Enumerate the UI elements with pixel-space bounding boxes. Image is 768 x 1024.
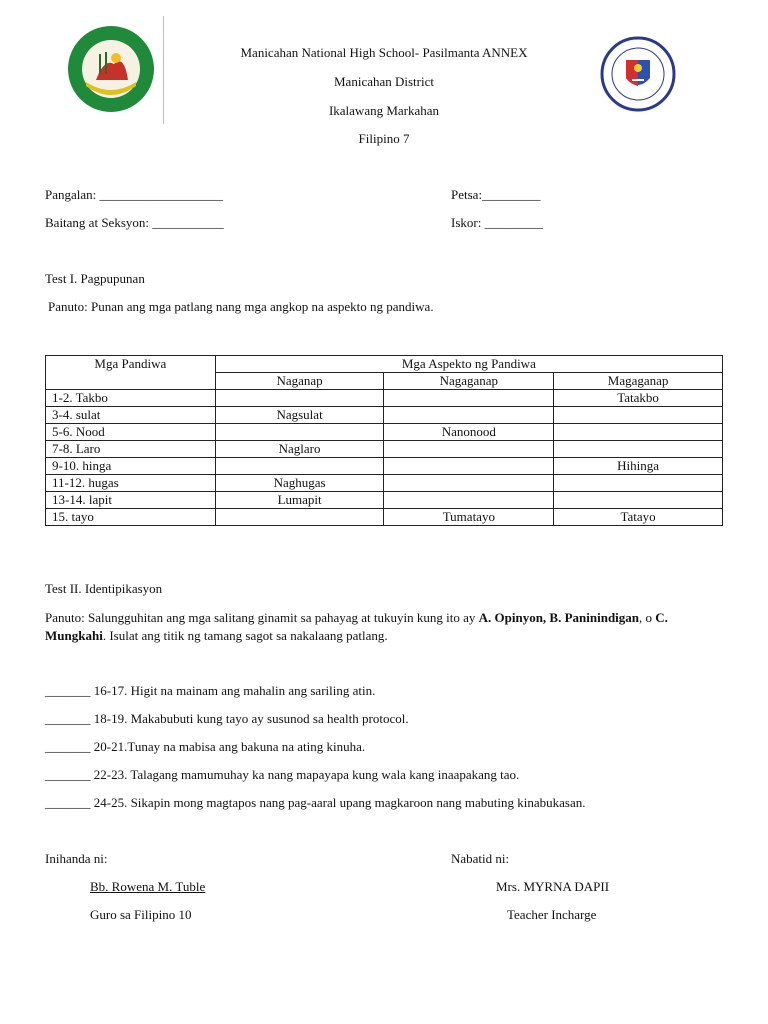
prepared-label: Inihanda ni: [45,851,108,866]
name-field[interactable]: Pangalan: ___________________ [45,187,224,202]
table-row [46,407,723,424]
id-item-5[interactable]: _______ 24-25. Sikapin mong magtapos nang pag-aaral upang magkaroon nang mabuting kinabukasan. [45,795,586,810]
nagaganap-cell[interactable] [384,390,554,407]
instruction-text: Panuto: Salungguhitan ang mga salitang ginamit sa pahayag at tukuyin kung ito ay [45,610,479,625]
school-name: Manicahan National High School- Pasilmanta ANNEX [240,45,528,60]
test2-instruction [45,609,725,645]
id-item-4[interactable]: _______ 22-23. Talagang mamumuhay ka nang mapayapa kung wala kang inaapakang tao. [45,767,520,782]
naganap-cell[interactable] [215,509,384,526]
verb-cell: 7-8. Laro [46,441,216,458]
table-row [46,492,723,509]
id-item-3[interactable]: _______ 20-21.Tunay na mabisa ang bakuna na ating kinuha. [45,739,366,754]
naganap-cell[interactable]: Lumapit [215,492,384,509]
options-ab: A. Opinyon, B. Paninindigan [478,610,640,625]
naganap-cell[interactable]: Naghugas [215,475,384,492]
magaganap-cell[interactable] [554,441,723,458]
magaganap-cell[interactable]: Hihinga [554,458,723,475]
instruction-end: . Isulat ang titik ng tamang sagot sa nakalaang patlang. [102,628,388,643]
prepared-name: Bb. Rowena M. Tuble [90,879,206,894]
table-header-row [46,356,723,373]
verb-cell: 11-12. hugas [46,475,216,492]
id-item-1[interactable]: _______ 16-17. Higit na mainam ang mahalin ang sariling atin. [45,683,376,698]
magaganap-cell[interactable] [554,424,723,441]
score-field[interactable]: Iskor: _________ [451,215,544,230]
option-c-word: Mungkahi [45,628,103,643]
table-row [46,390,723,407]
magaganap-cell[interactable] [554,407,723,424]
section-field[interactable]: Baitang at Seksyon: ___________ [45,215,224,230]
district-name: Manicahan District [334,74,434,89]
table-row [46,475,723,492]
verb-cell: 9-10. hinga [46,458,216,475]
subject-label: Filipino 7 [358,131,410,146]
school-logo [66,24,156,114]
naganap-cell[interactable] [215,424,384,441]
noted-name: Mrs. MYRNA DAPII [496,879,610,894]
verb-cell: 1-2. Takbo [46,390,216,407]
col-verb-header: Mga Pandiwa [46,356,216,390]
naganap-cell[interactable] [215,390,384,407]
nagaganap-cell[interactable] [384,441,554,458]
nagaganap-cell[interactable]: Tumatayo [384,509,554,526]
magaganap-cell[interactable]: Tatakbo [554,390,723,407]
magaganap-cell[interactable] [554,475,723,492]
table-row [46,424,723,441]
naganap-cell[interactable]: Nagsulat [215,407,384,424]
aspect-table [45,355,723,526]
instruction-or: , o [639,610,656,625]
quarter-label: Ikalawang Markahan [328,103,440,118]
test1-instruction: Panuto: Punan ang mga patlang nang mga angkop na aspekto ng pandiwa. [48,299,434,314]
table-row [46,458,723,475]
naganap-cell[interactable] [215,458,384,475]
verb-cell: 5-6. Nood [46,424,216,441]
nagaganap-cell[interactable] [384,458,554,475]
noted-label: Nabatid ni: [451,851,510,866]
nagaganap-cell[interactable] [384,492,554,509]
test2-title: Test II. Identipikasyon [45,581,163,596]
id-item-2[interactable]: _______ 18-19. Makabubuti kung tayo ay susunod sa health protocol. [45,711,409,726]
noted-title: Teacher Incharge [507,907,597,922]
naganap-cell[interactable]: Naglaro [215,441,384,458]
magaganap-cell[interactable] [554,492,723,509]
verb-cell: 3-4. sulat [46,407,216,424]
verb-cell: 13-14. lapit [46,492,216,509]
col-aspects-header: Mga Aspekto ng Pandiwa [215,356,722,373]
date-field[interactable]: Petsa:_________ [451,187,541,202]
nagaganap-cell[interactable]: Nanonood [384,424,554,441]
table-row [46,509,723,526]
verb-cell: 15. tayo [46,509,216,526]
nagaganap-cell[interactable] [384,475,554,492]
col-nagaganap-header: Nagaganap [384,373,554,390]
nagaganap-cell[interactable] [384,407,554,424]
table-row [46,441,723,458]
option-c-letter: C. [655,610,668,625]
prepared-title: Guro sa Filipino 10 [90,907,192,922]
col-magaganap-header: Magaganap [554,373,723,390]
test1-title: Test I. Pagpupunan [45,271,145,286]
magaganap-cell[interactable]: Tatayo [554,509,723,526]
col-naganap-header: Naganap [215,373,384,390]
